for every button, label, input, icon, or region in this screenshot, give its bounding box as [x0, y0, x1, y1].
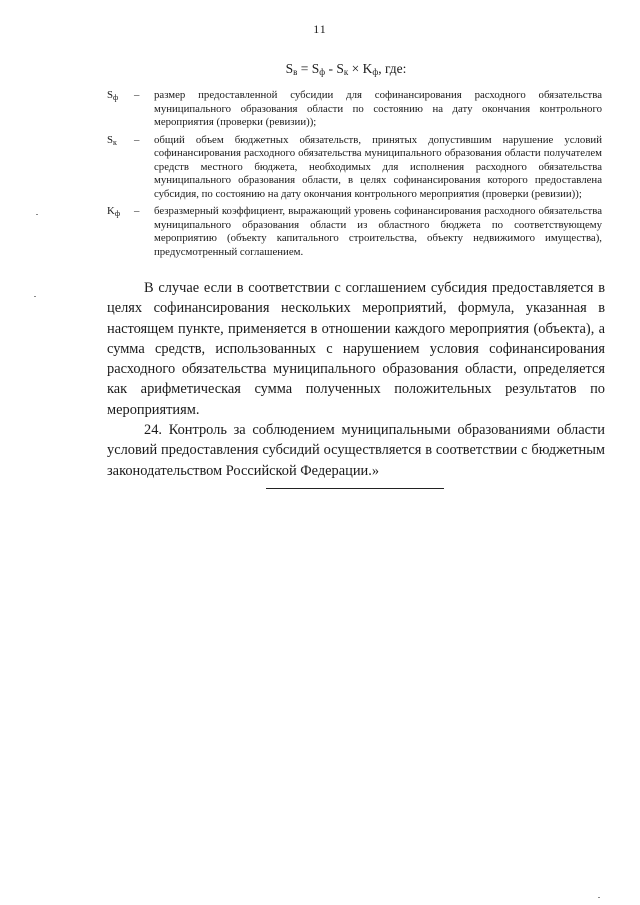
definition-text: общий объем бюджетных обязательств, принятых допустившим нарушение условий софинансирования расходного обязательства муниципального образования области получателем средств местного бюджета, необходимых для исполнения расходного обязательства муниципального образования области, в целях софинансирования которого предоставлена субсидия, по состоянию на дату окончания контрольного мероприятия (проверки (ревизии)); — [154, 133, 602, 200]
body-text — [107, 278, 605, 481]
formula-tail: , где: — [378, 61, 407, 76]
definition-symbol: $K_ф$ — [107, 205, 120, 218]
definition-symbol: $S_ф$ — [107, 89, 119, 102]
definition-dash: – — [134, 133, 140, 146]
formula-term-2-sub: к — [343, 67, 349, 77]
definition-dash: – — [134, 205, 140, 217]
formula-lhs: S — [285, 61, 294, 76]
formula-term-2: S — [336, 61, 344, 76]
definition-k-f — [107, 205, 602, 259]
scan-speck — [36, 214, 38, 215]
formula-term-1: S — [311, 61, 320, 76]
closing-rule — [266, 488, 444, 489]
scan-speck — [34, 296, 36, 297]
definition-s-k — [107, 134, 602, 202]
paragraph: В случае если в соответствии с соглашением субсидия предоставляется в целях софинансирования нескольких мероприятий, формула, указанная в настоящем пункте, применяется в отношении каждого мероприятия (объекта), а сумма средств, использованных с нарушением условия софинансирования расходного обязательства муниципального образования области, определяется как арифметическая сумма полученных положительных результатов по мероприятиям. — [107, 280, 605, 418]
definition-text: размер предоставленной субсидии для софинансирования расходного обязательства муниципального образования области по состоянию на дату окончания контрольного мероприятия (проверки (ревизии)); — [154, 89, 602, 128]
formula-term-1-sub: ф — [319, 67, 326, 77]
formula: $S_в = S_ф - S_к \times K_ф$, где: — [285, 61, 407, 77]
definition-symbol: $S_к$ — [107, 133, 117, 147]
definition-s-f — [107, 89, 602, 130]
definition-dash: – — [134, 89, 140, 101]
paragraph: 24. Контроль за соблюдением муниципальными образованиями области условий предоставления субсидий осуществляется в соответствии с бюджетным законодательством Российской Федерации.» — [107, 422, 605, 479]
formula-lhs-sub: в — [293, 67, 298, 77]
definitions-list — [107, 89, 602, 263]
definition-text: безразмерный коэффициент, выражающий уровень софинансирования расходного обязательства муниципального образования области из областного бюджета по соответствующему мероприятию (объекту капитального строительства, объекту недвижимого имущества), предусмотренный соглашением. — [154, 205, 602, 258]
formula-term-3: K — [362, 61, 373, 76]
scan-speck — [598, 897, 600, 898]
page-number: 11 — [313, 22, 327, 36]
formula-term-3-sub: ф — [372, 67, 379, 77]
